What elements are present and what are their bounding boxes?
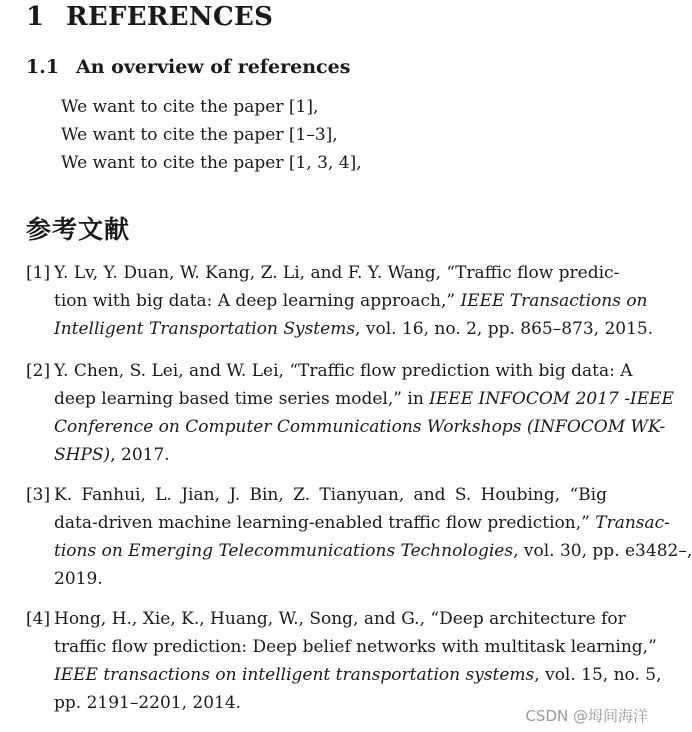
reference-label: [2] [26,361,51,381]
reference-line: Y. Chen, S. Lei, and W. Lei, “Traffic flow prediction with big data: A [54,361,633,381]
citation-line-2: We want to cite the paper [1–3], [61,125,338,145]
reference-line [54,389,674,409]
citation-line-1: We want to cite the paper [1], [61,97,319,117]
reference-line: Y. Lv, Y. Duan, W. Kang, Z. Li, and F. Y. Wang, “Traffic flow predic- [54,263,620,283]
watermark: CSDN @坶间海洋 [525,707,648,725]
reference-line [54,445,607,465]
reference-venue: IEEE INFOCOM 2017 -IEEE [429,389,674,409]
reference-text: data-driven machine learning-enabled traffic flow prediction,” [54,513,596,533]
section-heading [26,2,273,32]
reference-venue: IEEE transactions on intelligent transportation systems [54,665,535,685]
reference-venue: IEEE Transactions on [460,291,648,311]
reference-line [54,291,648,311]
reference-line [54,541,692,561]
subsection-heading [26,56,350,78]
reference-label: [1] [26,263,51,283]
references-heading: 参考文献 [26,215,131,244]
section-title: REFERENCES [66,2,274,32]
citation-line-3: We want to cite the paper [1, 3, 4], [61,153,362,173]
reference-text: deep learning based time series model,” in [54,389,430,409]
reference-venue: Intelligent Transportation Systems [54,319,356,339]
reference-text: , vol. 16, no. 2, pp. 865–873, 2015. [355,319,654,339]
subsection-number: 1.1 [26,56,60,78]
reference-label: [4] [26,609,51,629]
subsection-title: An overview of references [76,56,351,78]
reference-text: , vol. 30, pp. e3482–, [513,541,692,561]
reference-line: Conference on Computer Communications Workshops (INFOCOM WK- [54,417,666,437]
reference-line: 2019. [54,569,103,589]
reference-text: , 2017. [110,445,170,465]
reference-venue: SHPS) [54,445,111,465]
reference-venue: Transac- [595,513,670,533]
reference-line: Hong, H., Xie, K., Huang, W., Song, and G., “Deep architecture for [54,609,626,629]
reference-line [54,513,670,533]
reference-line [54,319,654,339]
reference-line: traffic flow prediction: Deep belief networks with multitask learning,” [54,637,657,657]
reference-line: pp. 2191–2201, 2014. [54,693,242,713]
reference-line: K. Fanhui, L. Jian, J. Bin, Z. Tianyuan, and S. Houbing, “Big [54,485,607,505]
reference-line [54,665,662,685]
reference-venue: tions on Emerging Telecommunications Technologies [54,541,514,561]
reference-label: [3] [26,485,51,505]
section-number: 1 [26,2,45,32]
reference-text: , vol. 15, no. 5, [534,665,662,685]
reference-text: tion with big data: A deep learning approach,” [54,291,461,311]
